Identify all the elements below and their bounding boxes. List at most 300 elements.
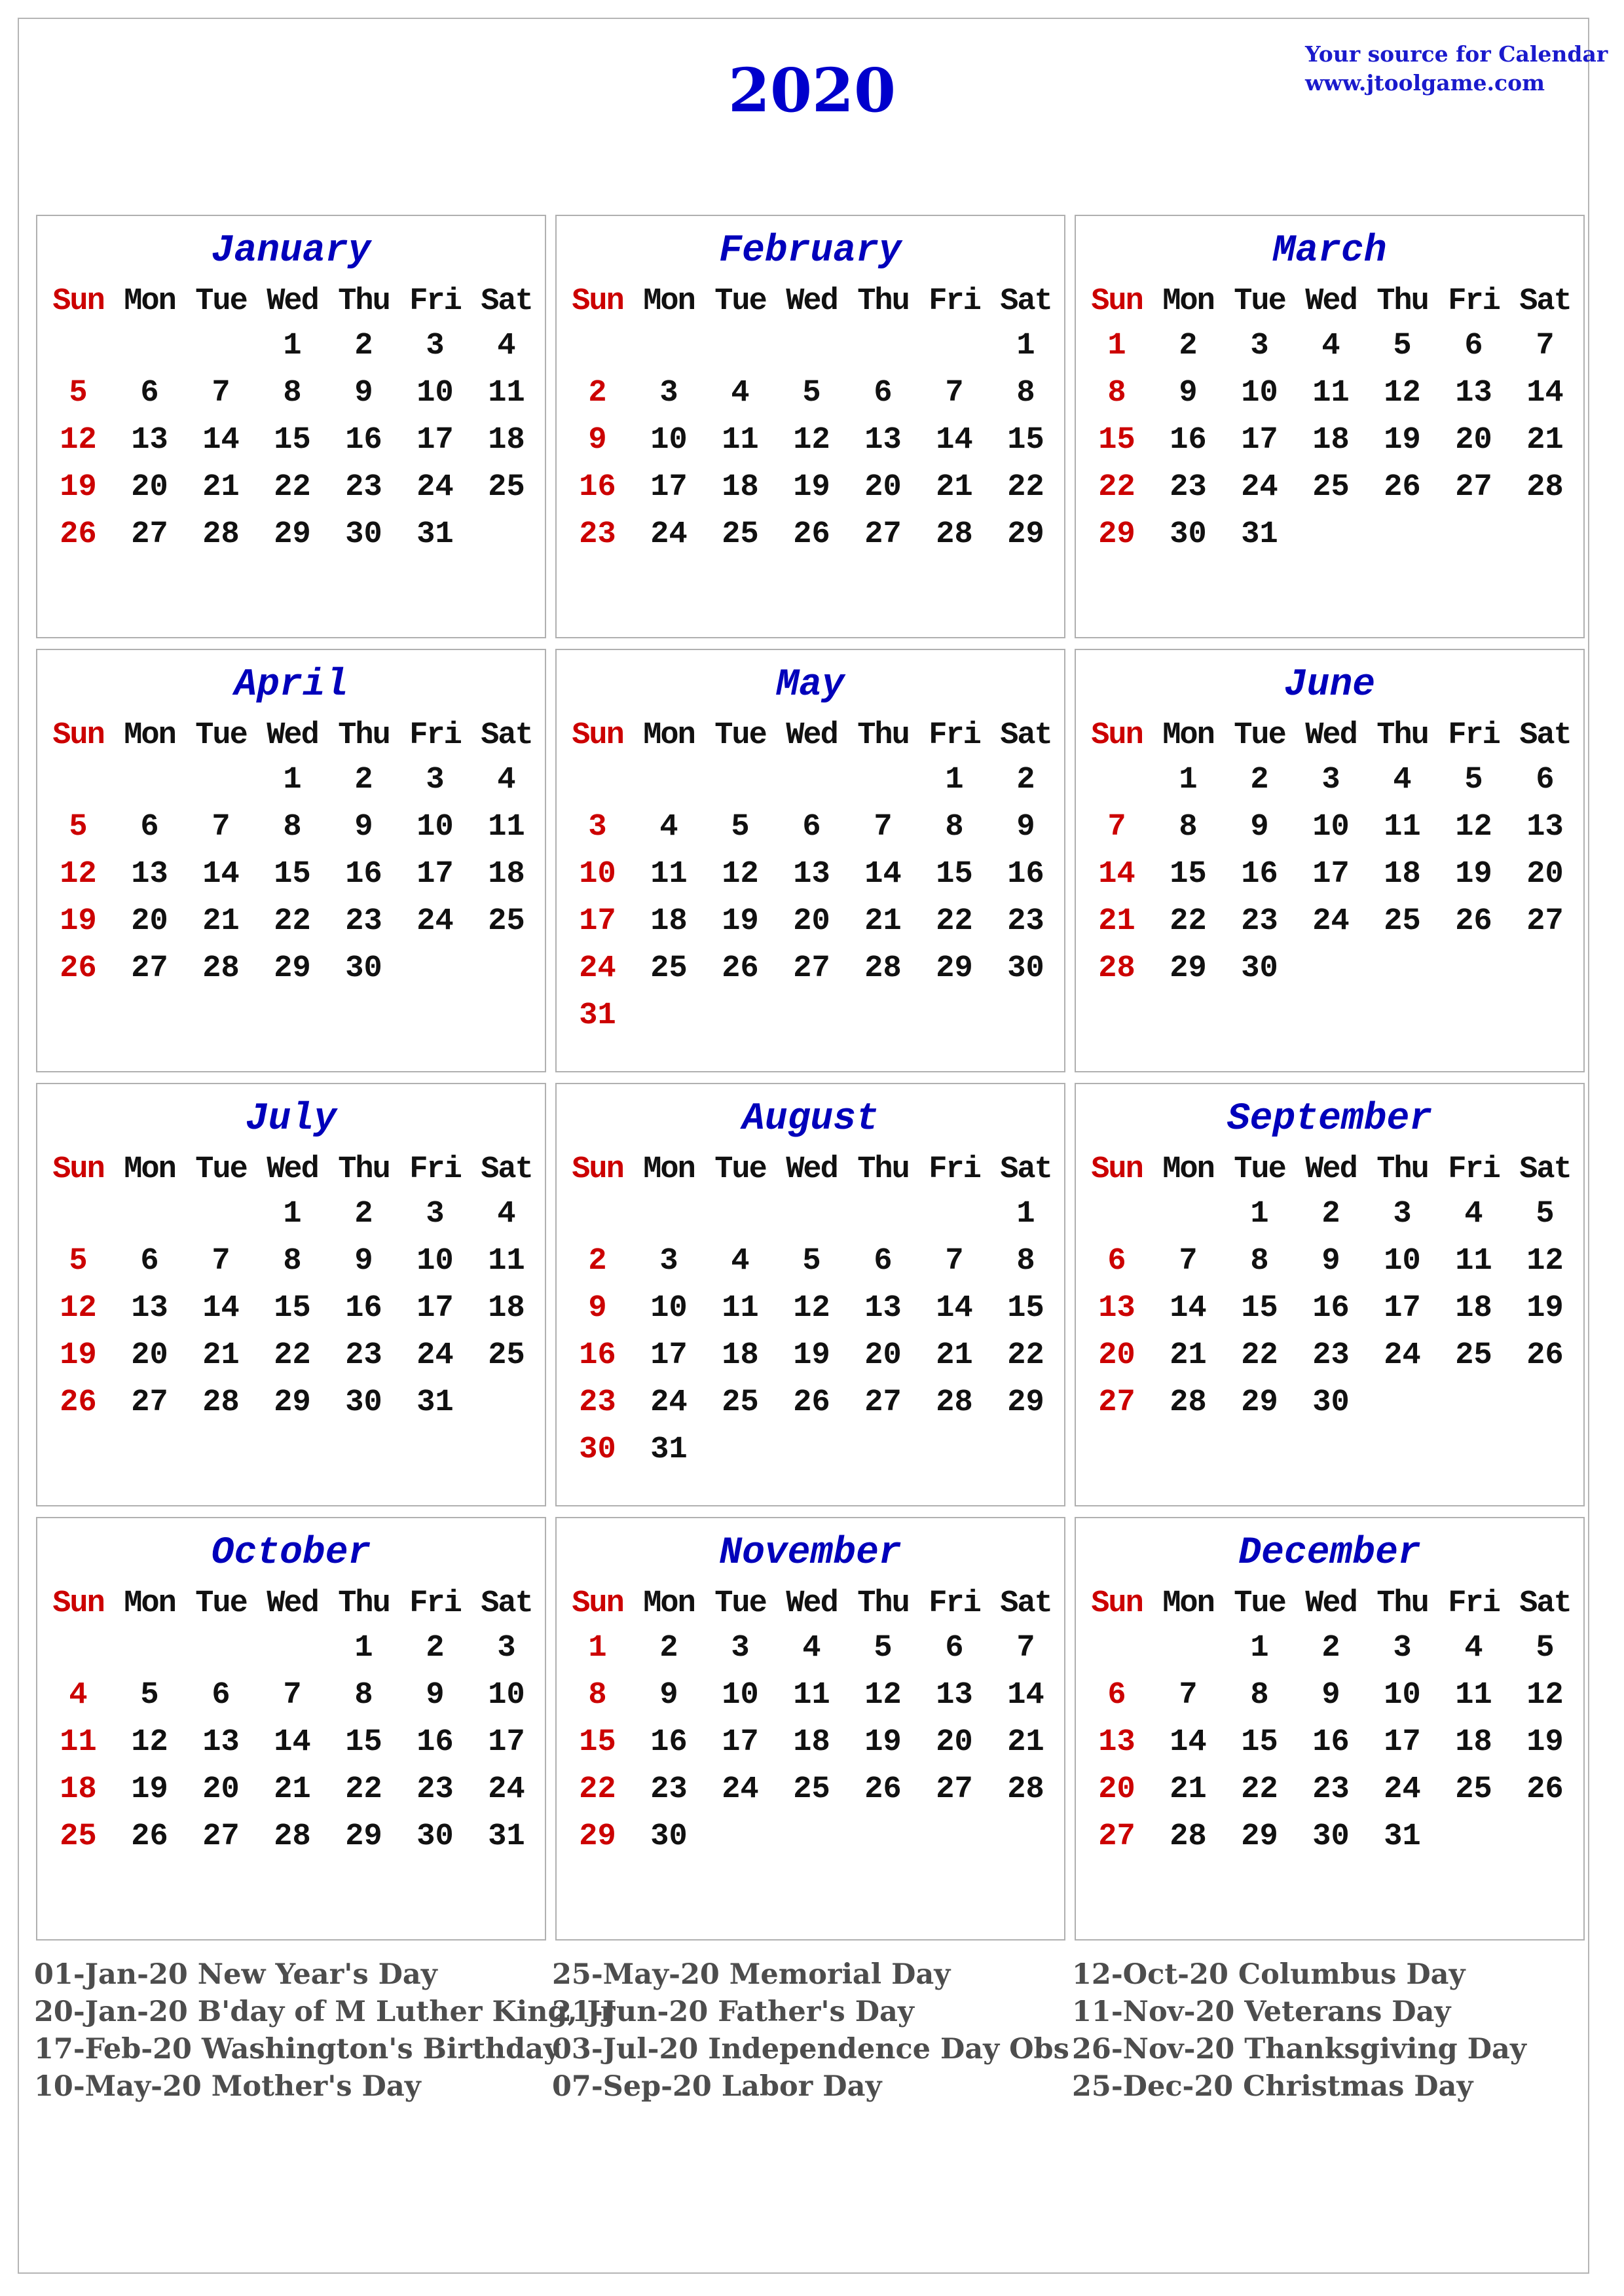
day-cell: 1 [945,763,964,797]
weekday-label: Tue [195,718,247,753]
day-cell: 16 [1241,857,1278,892]
day-cell: 6 [945,1631,964,1666]
day-cell: 10 [650,1291,688,1326]
day-cell: 24 [1241,470,1278,505]
day-cell: 7 [212,376,231,410]
day-cell: 2 [354,763,373,797]
day-cell: 12 [60,857,97,892]
day-cell: 22 [274,1338,311,1373]
day-cell: 11 [1384,810,1421,845]
day-grid [562,323,1061,558]
holiday-entry: 25-Dec-20 Christmas Day [1072,2070,1473,2103]
day-cell: 4 [1321,329,1340,363]
day-cell: 21 [274,1772,311,1807]
weekday-label: Sat [1519,1152,1571,1187]
day-cell: 22 [345,1772,382,1807]
empty-cell [1081,1191,1153,1238]
weekday-label: Mon [124,284,175,319]
day-cell: 29 [274,517,311,552]
day-cell: 6 [874,1244,893,1279]
day-cell: 23 [1241,904,1278,939]
day-cell: 16 [1170,423,1207,458]
day-cell: 6 [140,376,159,410]
weekday-label: Tue [1234,1152,1285,1187]
day-cell: 11 [793,1678,830,1713]
day-cell: 1 [1107,329,1126,363]
day-cell: 3 [426,329,445,363]
day-cell: 30 [1312,1819,1350,1854]
day-cell: 10 [1384,1678,1421,1713]
month-november [555,1517,1065,1941]
day-cell: 19 [1384,423,1421,458]
day-cell: 24 [416,470,454,505]
day-cell: 18 [1455,1725,1492,1760]
day-cell: 29 [1007,1385,1044,1420]
day-cell: 9 [1179,376,1198,410]
month-april [36,649,546,1072]
day-cell: 9 [1321,1678,1340,1713]
day-cell: 31 [650,1432,688,1467]
weekday-label: Mon [1162,718,1214,753]
weekday-label: Sat [1000,1152,1052,1187]
day-cell: 13 [864,1291,902,1326]
day-cell: 24 [650,1385,688,1420]
day-cell: 11 [722,1291,759,1326]
day-cell: 27 [936,1772,973,1807]
day-cell: 8 [354,1678,373,1713]
day-cell: 22 [274,470,311,505]
day-cell: 31 [416,517,454,552]
day-cell: 27 [864,517,902,552]
weekday-label: Sun [572,1152,623,1187]
day-cell: 7 [1107,810,1126,845]
day-cell: 30 [1312,1385,1350,1420]
weekday-label: Sun [572,284,623,319]
day-cell: 24 [650,517,688,552]
month-december [1075,1517,1585,1941]
day-cell: 29 [1098,517,1135,552]
day-cell: 21 [202,1338,240,1373]
day-cell: 22 [1098,470,1135,505]
weekday-label: Sun [1091,1586,1143,1621]
weekday-label: Wed [786,284,838,319]
weekday-label: Mon [124,718,175,753]
day-cell: 27 [131,951,168,986]
day-cell: 23 [345,470,382,505]
day-cell: 19 [1526,1291,1564,1326]
day-cell: 15 [1241,1725,1278,1760]
weekday-label: Thu [338,1152,390,1187]
day-cell: 26 [1526,1772,1564,1807]
day-cell: 15 [274,857,311,892]
day-cell: 13 [131,1291,168,1326]
day-cell: 5 [140,1678,159,1713]
day-cell: 27 [1098,1819,1135,1854]
day-cell: 28 [864,951,902,986]
day-cell: 4 [497,763,516,797]
day-cell: 12 [793,423,830,458]
day-cell: 1 [1016,1197,1035,1231]
empty-cell [562,1191,633,1238]
weekday-label: Mon [643,1152,695,1187]
day-cell: 11 [650,857,688,892]
empty-cell [43,1625,114,1672]
day-cell: 2 [354,1197,373,1231]
empty-cell [185,1625,257,1672]
month-name: August [742,1098,879,1140]
day-cell: 9 [1321,1244,1340,1279]
day-cell: 11 [1455,1678,1492,1713]
day-grid [1081,323,1581,558]
day-cell: 14 [1170,1725,1207,1760]
month-name: October [211,1532,371,1575]
empty-cell [705,323,776,370]
day-cell: 10 [416,1244,454,1279]
day-cell: 21 [1007,1725,1044,1760]
day-cell: 17 [579,904,616,939]
weekday-label: Thu [338,718,390,753]
empty-cell [919,1191,990,1238]
month-name: September [1227,1098,1433,1140]
weekday-label: Wed [1305,1586,1357,1621]
day-cell: 5 [802,1244,821,1279]
day-cell: 24 [488,1772,525,1807]
day-cell: 2 [1179,329,1198,363]
day-cell: 23 [1312,1338,1350,1373]
weekday-label: Sun [52,284,104,319]
day-cell: 9 [588,423,607,458]
day-cell: 19 [60,470,97,505]
day-cell: 12 [722,857,759,892]
day-cell: 5 [731,810,750,845]
weekday-header [1081,1149,1581,1191]
weekday-label: Wed [267,1152,318,1187]
day-cell: 7 [1536,329,1555,363]
day-cell: 2 [426,1631,445,1666]
weekday-label: Tue [1234,284,1285,319]
day-cell: 29 [1007,517,1044,552]
day-cell: 28 [1007,1772,1044,1807]
day-cell: 17 [488,1725,525,1760]
weekday-label: Tue [714,1586,766,1621]
day-cell: 9 [354,810,373,845]
day-cell: 7 [212,810,231,845]
day-cell: 16 [345,423,382,458]
weekday-label: Sun [52,718,104,753]
day-cell: 7 [945,376,964,410]
day-cell: 17 [650,470,688,505]
day-cell: 5 [1536,1631,1555,1666]
day-cell: 30 [345,951,382,986]
weekday-label: Thu [857,1586,909,1621]
day-cell: 30 [1007,951,1044,986]
day-cell: 16 [345,1291,382,1326]
holiday-entry: 10-May-20 Mother's Day [34,2070,421,2103]
weekday-label: Fri [409,1152,461,1187]
day-cell: 3 [1321,763,1340,797]
day-cell: 15 [1098,423,1135,458]
day-cell: 16 [1007,857,1044,892]
weekday-header [562,281,1061,323]
day-cell: 17 [416,857,454,892]
month-name: April [234,664,348,706]
month-january [36,215,546,638]
day-cell: 25 [793,1772,830,1807]
day-cell: 3 [659,1244,678,1279]
holiday-entry: 17-Feb-20 Washington's Birthday [34,2033,561,2066]
day-cell: 4 [497,1197,516,1231]
weekday-label: Thu [857,1152,909,1187]
day-cell: 30 [345,517,382,552]
day-cell: 28 [274,1819,311,1854]
weekday-label: Sat [1519,284,1571,319]
day-cell: 8 [1250,1678,1269,1713]
day-cell: 5 [1536,1197,1555,1231]
empty-cell [633,1191,705,1238]
month-february [555,215,1065,638]
weekday-label: Fri [929,1152,980,1187]
day-cell: 9 [588,1291,607,1326]
weekday-header [1081,1583,1581,1625]
day-grid [43,757,542,993]
day-cell: 2 [354,329,373,363]
day-cell: 28 [202,1385,240,1420]
day-cell: 12 [864,1678,902,1713]
weekday-label: Sat [481,718,532,753]
day-cell: 30 [650,1819,688,1854]
day-cell: 7 [945,1244,964,1279]
day-cell: 20 [1098,1772,1135,1807]
empty-cell [114,1191,185,1238]
day-cell: 28 [1170,1819,1207,1854]
day-cell: 6 [874,376,893,410]
day-cell: 2 [1016,763,1035,797]
day-cell: 11 [488,1244,525,1279]
empty-cell [43,757,114,804]
day-cell: 2 [1321,1631,1340,1666]
day-cell: 4 [802,1631,821,1666]
day-cell: 4 [731,1244,750,1279]
day-cell: 31 [416,1385,454,1420]
day-cell: 23 [1312,1772,1350,1807]
day-cell: 3 [1393,1197,1412,1231]
day-cell: 29 [345,1819,382,1854]
weekday-header [562,1149,1061,1191]
day-cell: 24 [1384,1772,1421,1807]
month-august [555,1083,1065,1506]
day-cell: 8 [1016,376,1035,410]
day-cell: 29 [1241,1819,1278,1854]
day-cell: 30 [416,1819,454,1854]
weekday-label: Wed [786,1586,838,1621]
day-grid [43,323,542,558]
day-cell: 20 [202,1772,240,1807]
day-cell: 21 [202,470,240,505]
weekday-label: Thu [857,718,909,753]
weekday-label: Sat [1000,284,1052,319]
month-name: March [1272,230,1387,272]
day-cell: 9 [1016,810,1035,845]
day-grid [562,1191,1061,1474]
day-cell: 18 [650,904,688,939]
day-cell: 13 [202,1725,240,1760]
source-link[interactable]: www.jtoolgame.com [1305,70,1545,96]
day-cell: 20 [864,1338,902,1373]
day-cell: 9 [426,1678,445,1713]
day-cell: 26 [60,517,97,552]
day-cell: 21 [1170,1338,1207,1373]
day-cell: 14 [202,423,240,458]
day-cell: 26 [722,951,759,986]
day-cell: 22 [1007,470,1044,505]
day-cell: 13 [936,1678,973,1713]
weekday-label: Mon [1162,284,1214,319]
month-may [555,649,1065,1072]
empty-cell [185,323,257,370]
day-cell: 14 [202,857,240,892]
day-cell: 15 [1241,1291,1278,1326]
day-cell: 19 [131,1772,168,1807]
day-grid [1081,757,1581,993]
month-name: December [1238,1532,1421,1575]
day-cell: 28 [1170,1385,1207,1420]
month-name: November [719,1532,902,1575]
weekday-label: Wed [1305,1152,1357,1187]
weekday-label: Fri [1448,1152,1500,1187]
day-cell: 23 [579,1385,616,1420]
day-cell: 6 [1464,329,1483,363]
day-cell: 23 [416,1772,454,1807]
day-cell: 6 [1107,1678,1126,1713]
empty-cell [705,757,776,804]
day-cell: 8 [945,810,964,845]
day-grid [562,757,1061,1040]
day-cell: 14 [864,857,902,892]
day-cell: 11 [1312,376,1350,410]
day-cell: 20 [131,1338,168,1373]
day-cell: 7 [1016,1631,1035,1666]
weekday-label: Sat [1000,718,1052,753]
weekday-label: Sat [481,1586,532,1621]
empty-cell [919,323,990,370]
weekday-label: Sat [481,284,532,319]
day-cell: 3 [659,376,678,410]
day-cell: 10 [1241,376,1278,410]
day-cell: 24 [1384,1338,1421,1373]
day-cell: 7 [212,1244,231,1279]
day-cell: 22 [1241,1772,1278,1807]
day-cell: 21 [1098,904,1135,939]
holiday-entry: 25-May-20 Memorial Day [552,1958,951,1991]
empty-cell [633,323,705,370]
weekday-label: Sun [52,1152,104,1187]
day-cell: 31 [1241,517,1278,552]
month-name: July [245,1098,337,1140]
day-cell: 25 [1384,904,1421,939]
holiday-entry: 21-Jun-20 Father's Day [552,1995,914,2028]
month-june [1075,649,1585,1072]
day-cell: 20 [1455,423,1492,458]
day-cell: 17 [416,1291,454,1326]
day-cell: 15 [274,423,311,458]
day-grid [1081,1191,1581,1427]
weekday-label: Tue [195,1586,247,1621]
day-cell: 27 [1455,470,1492,505]
day-cell: 15 [1170,857,1207,892]
day-grid [43,1191,542,1427]
month-name: May [776,664,845,706]
day-cell: 17 [722,1725,759,1760]
day-cell: 5 [874,1631,893,1666]
weekday-header [43,1149,542,1191]
day-cell: 6 [140,1244,159,1279]
day-cell: 31 [488,1819,525,1854]
weekday-label: Thu [1376,1586,1428,1621]
day-cell: 5 [69,1244,88,1279]
day-cell: 20 [864,470,902,505]
holiday-column [552,1956,1069,2105]
day-cell: 11 [722,423,759,458]
holiday-column [34,1956,616,2105]
day-cell: 8 [1250,1244,1269,1279]
weekday-label: Sat [1000,1586,1052,1621]
day-cell: 19 [722,904,759,939]
day-cell: 8 [1107,376,1126,410]
day-cell: 22 [579,1772,616,1807]
day-cell: 3 [426,1197,445,1231]
weekday-label: Wed [267,1586,318,1621]
holiday-entry: 26-Nov-20 Thanksgiving Day [1072,2033,1526,2066]
day-cell: 14 [936,1291,973,1326]
day-cell: 22 [1170,904,1207,939]
day-cell: 6 [1107,1244,1126,1279]
day-cell: 12 [60,423,97,458]
empty-cell [185,1191,257,1238]
day-cell: 22 [274,904,311,939]
holiday-entry: 11-Nov-20 Veterans Day [1072,1995,1451,2028]
day-cell: 15 [1007,1291,1044,1326]
day-cell: 24 [579,951,616,986]
day-cell: 15 [1007,423,1044,458]
day-cell: 27 [131,1385,168,1420]
day-cell: 21 [864,904,902,939]
day-cell: 8 [588,1678,607,1713]
day-cell: 1 [1016,329,1035,363]
day-cell: 26 [60,1385,97,1420]
weekday-label: Tue [714,718,766,753]
day-cell: 6 [140,810,159,845]
weekday-label: Mon [124,1152,175,1187]
weekday-label: Fri [929,718,980,753]
day-cell: 12 [60,1291,97,1326]
day-cell: 5 [1464,763,1483,797]
day-cell: 10 [416,810,454,845]
day-cell: 10 [579,857,616,892]
weekday-header [43,1583,542,1625]
day-cell: 2 [1321,1197,1340,1231]
empty-cell [257,1625,328,1672]
day-grid [562,1625,1061,1861]
day-cell: 27 [1526,904,1564,939]
empty-cell [847,323,919,370]
day-cell: 4 [659,810,678,845]
day-cell: 16 [650,1725,688,1760]
day-cell: 21 [202,904,240,939]
weekday-header [1081,715,1581,757]
day-cell: 29 [1241,1385,1278,1420]
day-cell: 19 [793,1338,830,1373]
day-cell: 27 [131,517,168,552]
